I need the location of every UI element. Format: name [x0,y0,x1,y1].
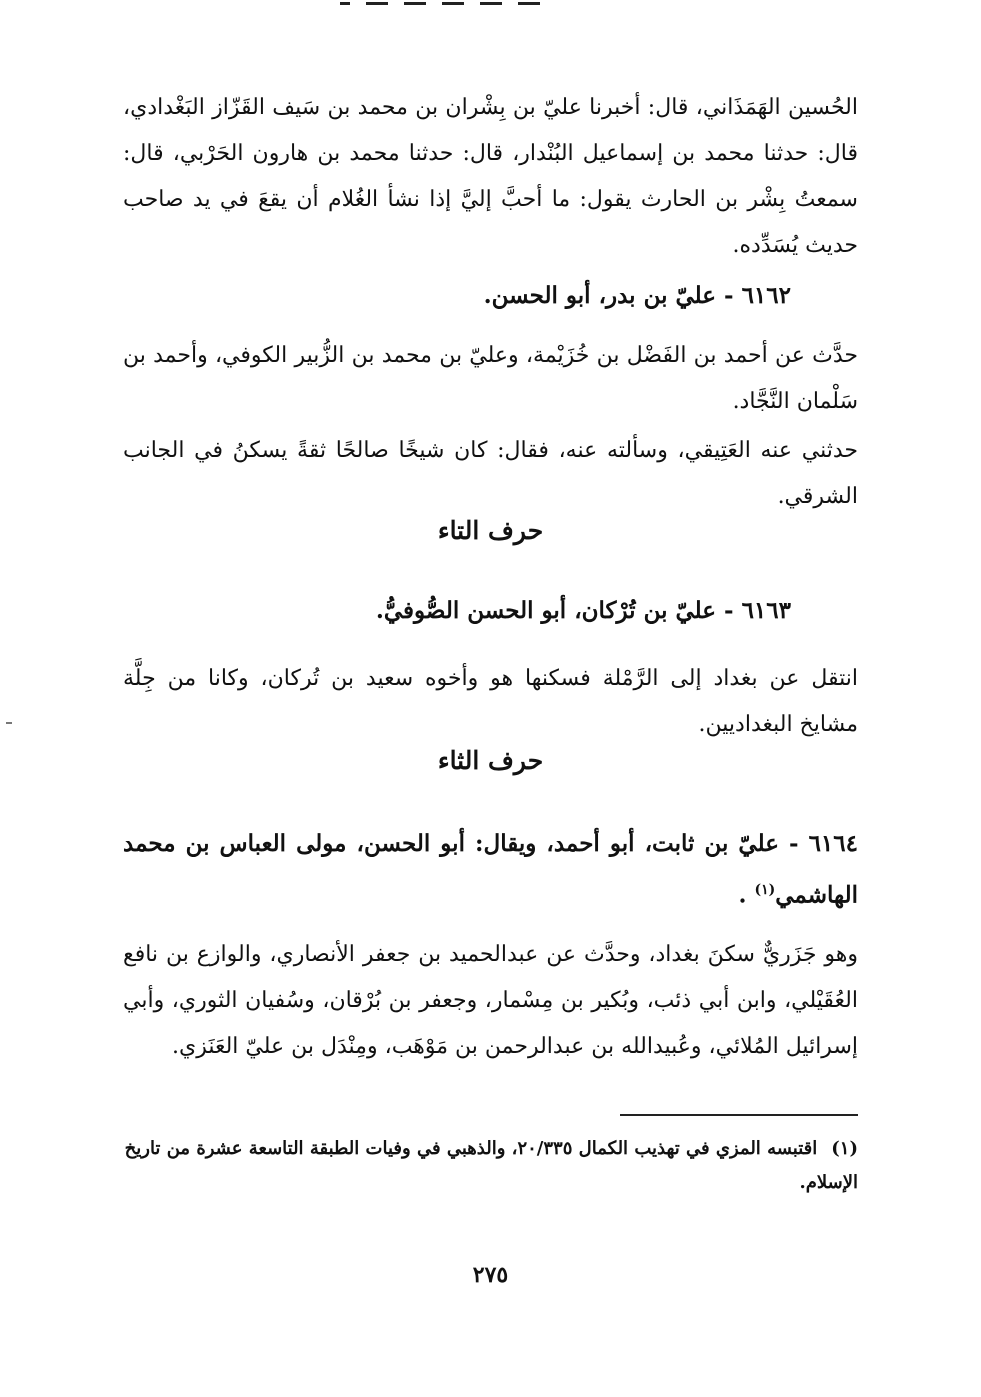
margin-mark [6,722,12,724]
header-rule [340,2,540,5]
entry-6162-paragraph-2: حدثني عنه العَتِيقي، وسألته عنه، فقال: كان شيخًا صالحًا ثقةً يسكنُ في الجانب الشرقي. [123,438,858,509]
entry-6162-paragraph-1: حدَّث عن أحمد بن الفَضْل بن خُزَيْمة، وعليّ بن محمد بن الزُّبير الكوفي، وأحمد بن سَلْمان النَّجَّاد. [123,343,858,414]
entry-6164-heading-end: . [738,881,747,909]
footnote-text: اقتبسه المزي في تهذيب الكمال ٢٠/٣٣٥، والذهبي في وفيات الطبقة التاسعة عشرة من تاريخ الإسلام. [124,1138,858,1193]
section-title-thaa: حرف الثاء [437,746,544,775]
footnote-reference[interactable]: (١) [754,882,776,898]
entry-6163-paragraph-1: انتقل عن بغداد إلى الرَّمْلة فسكنها هو وأخوه سعيد بن تُركان، وكانا من جِلَّة مشايخ البغداديين. [123,666,858,737]
entry-6164-paragraph-1: وهو جَزَريٌّ سكنَ بغداد، وحدَّث عن عبدالحميد بن جعفر الأنصاري، والوازع بن نافع العُقَيْلي، وابن أبي ذئب، وبُكير بن مِسْمار، وجعفر بن بُرْقان، وسُفيان الثوري، وأبي إسرائيل المُلائي، وعُبيدالله بن عبدالرحمن بن مَوْهَب، ومِنْدَل بن عليّ العَنَزي. [123,942,858,1059]
footnote-divider [620,1114,858,1116]
footnote-mark: (١) [831,1138,858,1159]
section-title-taa: حرف التاء [437,516,544,545]
entry-6163-heading: ٦١٦٣ - عليّ بن تُرْكان، أبو الحسن الصُّوفيُّ. [375,597,791,624]
paragraph-intro: الحُسين الهَمَذَاني، قال: أخبرنا عليّ بن بِشْران بن محمد بن سَيف القَزّاز البَغْدادي، قال: حدثنا محمد بن إسماعيل البُنْدار، قال: حدثنا محمد بن هارون الحَرْبي، قال: سمعتُ بِشْر بن الحارث يقول: ما أحبَّ إليَّ إذا نشأ الغُلام أن يقعَ في يد صاحب حديث يُسَدِّده. [123,95,858,258]
page-number: ٢٧٥ [472,1262,509,1288]
entry-6162-heading: ٦١٦٢ - عليّ بن بدر، أبو الحسن. [483,282,791,309]
entry-6164-heading [123,821,858,919]
entry-6164-heading-text: ٦١٦٤ - عليّ بن ثابت، أبو أحمد، ويقال: أبو الحسن، مولى العباس بن محمد الهاشمي [123,830,858,909]
footnote [123,1132,858,1200]
